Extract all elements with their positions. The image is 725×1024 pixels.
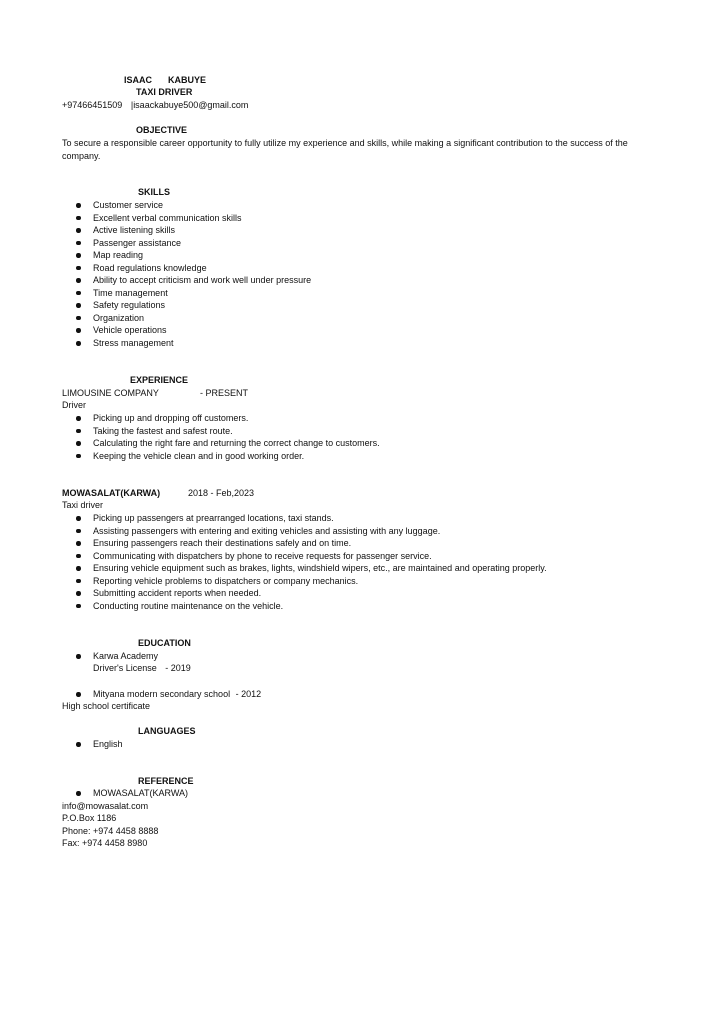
candidate-first-name: ISAAC (124, 75, 153, 85)
reference-po-box: P.O.Box 1186 (62, 813, 117, 823)
languages-heading: LANGUAGES (138, 726, 196, 736)
skill-item: Vehicle operations (62, 324, 311, 337)
reference-list (62, 787, 188, 800)
skill-item: Safety regulations (62, 299, 311, 312)
reference-email: info@mowasalat.com (62, 801, 149, 811)
job-company: MOWASALAT(KARWA) (62, 488, 161, 498)
skill-item: Stress management (62, 337, 311, 350)
skill-item: Passenger assistance (62, 237, 311, 250)
job-duty-item: Ensuring passengers reach their destinations safely and on time. (62, 537, 547, 550)
skills-list (62, 199, 311, 350)
reference-name: MOWASALAT(KARWA) (62, 787, 188, 800)
objective-text: To secure a responsible career opportunity to fully utilize my experience and skills, while making a significant contribution to the success of the company. (62, 138, 628, 161)
skills-heading: SKILLS (138, 187, 171, 197)
job-period: 2018 - Feb,2023 (188, 488, 255, 498)
phone-number: +97466451509 (62, 100, 123, 110)
education-detail-line (93, 662, 191, 675)
education-school: Karwa Academy (62, 650, 158, 663)
job-duty-item: Picking up passengers at prearranged locations, taxi stands. (62, 512, 547, 525)
job-role: Driver (62, 400, 86, 410)
contact-separator: | (130, 100, 134, 110)
job-duty-item: Calculating the right fare and returning the correct change to customers. (62, 437, 380, 450)
education-detail: High school certificate (62, 701, 151, 711)
email-address: isaackabuye500@gmail.com (133, 100, 249, 110)
reference-phone: Phone: +974 4458 8888 (62, 826, 159, 836)
job-duty-item: Picking up and dropping off customers. (62, 412, 380, 425)
skill-item: Ability to accept criticism and work well under pressure (62, 274, 311, 287)
skill-item: Road regulations knowledge (62, 262, 311, 275)
job-period: - PRESENT (200, 388, 249, 398)
job-role: Taxi driver (62, 500, 104, 510)
skill-item: Time management (62, 287, 311, 300)
skill-item: Active listening skills (62, 224, 311, 237)
skill-item: Customer service (62, 199, 311, 212)
objective-heading: OBJECTIVE (136, 125, 188, 135)
job-company: LIMOUSINE COMPANY (62, 388, 159, 398)
languages-list (62, 738, 123, 751)
language-item: English (62, 738, 123, 751)
job-duties-list (62, 412, 380, 462)
job-duty-item: Reporting vehicle problems to dispatchers or company mechanics. (62, 575, 547, 588)
reference-heading: REFERENCE (138, 776, 194, 786)
education-heading: EDUCATION (138, 638, 191, 648)
job-duties-list (62, 512, 547, 612)
job-duty-item: Ensuring vehicle equipment such as brakes, lights, windshield wipers, etc., are maintained and operating properly. (62, 562, 547, 575)
job-duty-item: Taking the fastest and safest route. (62, 425, 380, 438)
education-school: Mityana modern secondary school (93, 689, 231, 699)
job-duty-item: Assisting passengers with entering and exiting vehicles and assisting with any luggage. (62, 525, 547, 538)
job-duty-item: Communicating with dispatchers by phone to receive requests for passenger service. (62, 550, 547, 563)
skill-item: Map reading (62, 249, 311, 262)
experience-heading: EXPERIENCE (130, 375, 189, 385)
skill-item: Excellent verbal communication skills (62, 212, 311, 225)
job-duty-item: Submitting accident reports when needed. (62, 587, 547, 600)
education-list (62, 688, 261, 701)
education-list (62, 650, 158, 663)
education-detail: Driver's License (93, 663, 157, 673)
skill-item: Organization (62, 312, 311, 325)
contact-line (62, 99, 248, 112)
job-duty-item: Keeping the vehicle clean and in good working order. (62, 450, 380, 463)
job-duty-item: Conducting routine maintenance on the vehicle. (62, 600, 547, 613)
job-title: TAXI DRIVER (136, 87, 193, 97)
education-year: - 2012 (235, 689, 262, 699)
reference-fax: Fax: +974 4458 8980 (62, 838, 148, 848)
education-year: - 2019 (165, 663, 191, 673)
candidate-last-name: KABUYE (168, 75, 207, 85)
education-school-line (62, 688, 261, 701)
